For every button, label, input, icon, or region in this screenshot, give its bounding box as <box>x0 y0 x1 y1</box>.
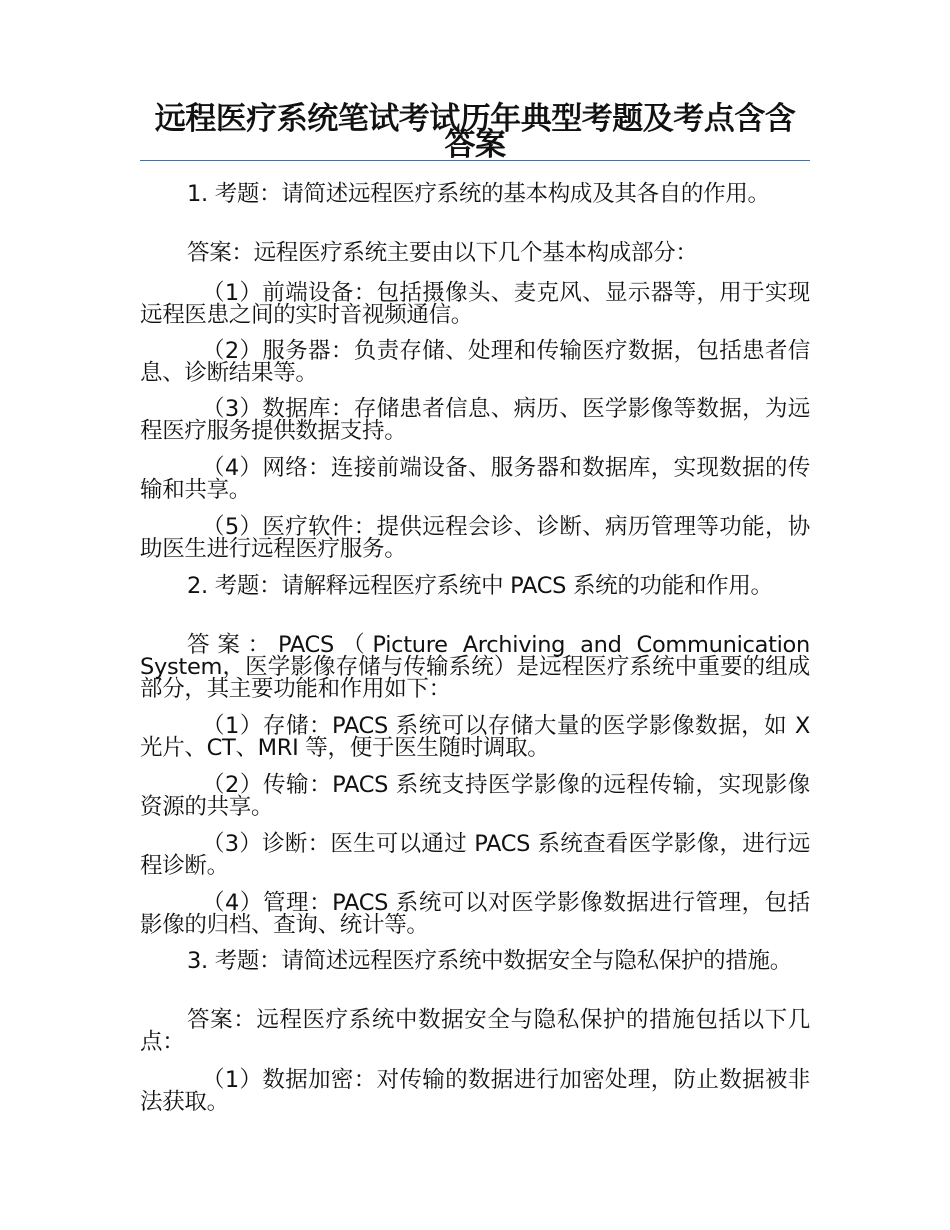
title-underline <box>140 160 810 161</box>
answer-2-item-4: （4）管理：PACS 系统可以对医学影像数据进行管理，包括影像的归档、查询、统计等。 <box>140 890 810 938</box>
answer-1-item-4: （4）网络：连接前端设备、服务器和数据库，实现数据的传输和共享。 <box>140 455 810 503</box>
answer-2-item-1: （1）存储：PACS 系统可以存储大量的医学影像数据，如 X 光片、CT、MRI 等，便于医生随时调取。 <box>140 713 810 761</box>
answer-2-item-2: （2）传输：PACS 系统支持医学影像的远程传输，实现影像资源的共享。 <box>140 772 810 820</box>
answer-1-item-2: （2）服务器：负责存储、处理和传输医疗数据，包括患者信息、诊断结果等。 <box>140 338 810 386</box>
answer-1-item-3: （3）数据库：存储患者信息、病历、医学影像等数据，为远程医疗服务提供数据支持。 <box>140 396 810 444</box>
answer-1-item-1: （1）前端设备：包括摄像头、麦克风、显示器等，用于实现远程医患之间的实时音视频通信。 <box>140 280 810 328</box>
question-1: 1. 考题：请简述远程医疗系统的基本构成及其各自的作用。 <box>187 181 770 207</box>
document-title: 远程医疗系统笔试考试历年典型考题及考点含含答案 <box>154 101 796 163</box>
answer-3-intro: 答案：远程医疗系统中数据安全与隐私保护的措施包括以下几点： <box>140 1007 810 1055</box>
question-3: 3. 考题：请简述远程医疗系统中数据安全与隐私保护的措施。 <box>187 948 792 974</box>
answer-1-item-5: （5）医疗软件：提供远程会诊、诊断、病历管理等功能，协助医生进行远程医疗服务。 <box>140 514 810 562</box>
question-2: 2. 考题：请解释远程医疗系统中 PACS 系统的功能和作用。 <box>187 573 773 599</box>
answer-1-intro: 答案：远程医疗系统主要由以下几个基本构成部分： <box>187 240 698 266</box>
answer-3-item-1: （1）数据加密：对传输的数据进行加密处理，防止数据被非法获取。 <box>140 1067 810 1115</box>
answer-2-item-3: （3）诊断：医生可以通过 PACS 系统查看医学影像，进行远程诊断。 <box>140 831 810 879</box>
answer-2-intro: 答案：PACS（Picture Archiving and Communication System，医学影像存储与传输系统）是远程医疗系统中重要的组成部分，其主要功能和作用如下： <box>140 632 810 702</box>
